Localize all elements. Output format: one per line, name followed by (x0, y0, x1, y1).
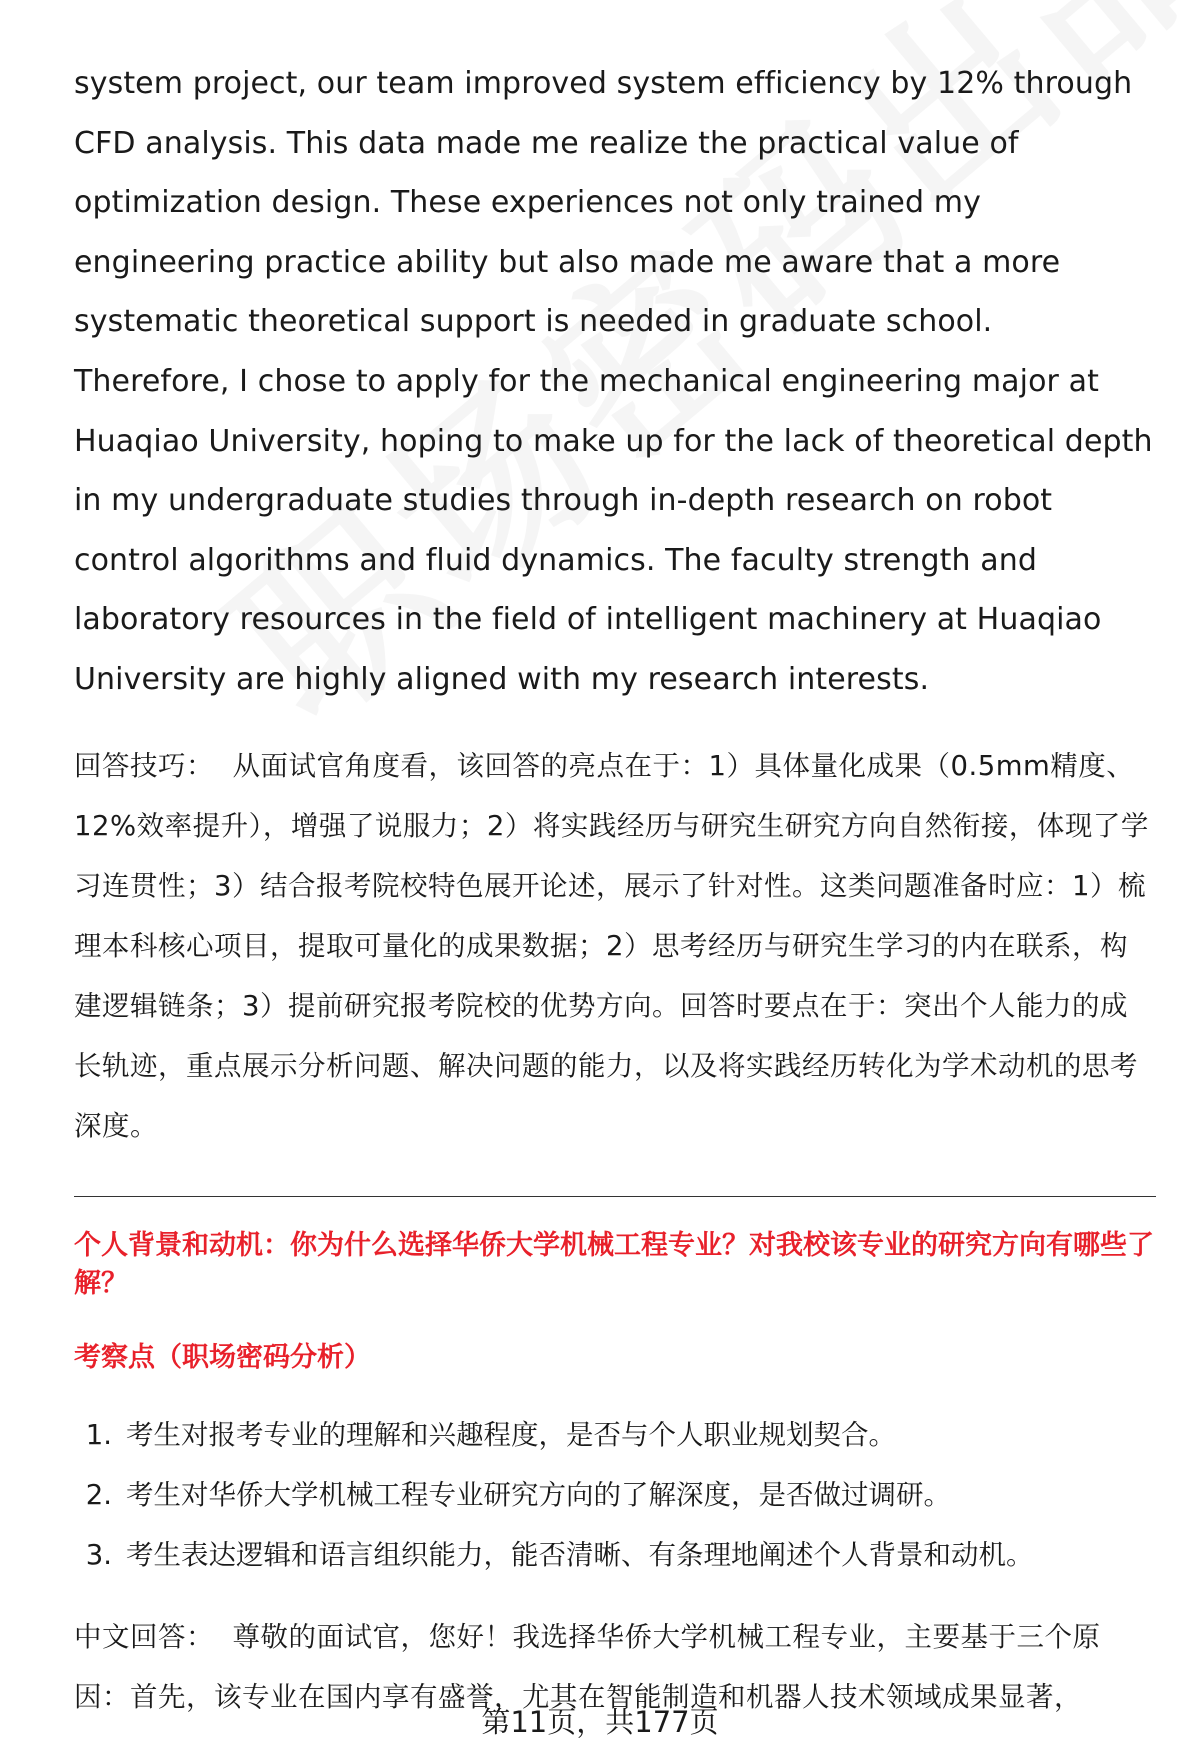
list-item-text: 考生对报考专业的理解和兴趣程度，是否与个人职业规划契合。 (126, 1418, 896, 1451)
list-item-number: 2. (85, 1478, 112, 1511)
chinese-answer-text: 尊敬的面试官，您好！我选择华侨大学机械工程专业，主要基于三个原因：首先，该专业在国内享有盛誉，尤其在智能制造和机器人技术领域成果显著， (74, 1620, 1101, 1713)
section-divider (74, 1196, 1156, 1197)
answer-tips-label: 回答技巧： (74, 749, 214, 782)
list-item-text: 考生对华侨大学机械工程专业研究方向的了解深度，是否做过调研。 (126, 1478, 951, 1511)
list-item-number: 1. (85, 1418, 112, 1451)
page-footer: 第11页，共177页 (481, 1705, 719, 1739)
chinese-answer-label: 中文回答： (74, 1620, 214, 1653)
answer-tips-text: 从面试官角度看，该回答的亮点在于：1）具体量化成果（0.5mm精度、12%效率提升），增强了说服力；2）将实践经历与研究生研究方向自然衔接，体现了学习连贯性；3）结合报考院校特色展开论述，展示了针对性。这类问题准备时应：1）梳理本科核心项目，提取可量化的成果数据；2）思考经历与研究生学习的内在联系，构建逻辑链条；3）提前研究报考院校的优势方向。回答时要点在于：突出个人能力的成长轨迹，重点展示分析问题、解决问题的能力，以及将实践经历转化为学术动机的思考深度。 (74, 749, 1149, 1142)
document-body (74, 54, 1154, 1727)
english-answer-paragraph: system project, our team improved system efficiency by 12% through CFD analysis. This data made me realize the practical value of optimization design. These experiences not only trained my engineering practice ability but also made me aware that a more systematic theoretical support is needed in graduate school. Therefore, I chose to apply for the mechanical engineering major at Huaqiao University, hoping to make up for the lack of theoretical depth in my undergraduate studies through in-depth research on robot control algorithms and fluid dynamics. The faculty strength and laboratory resources in the field of intelligent machinery at Huaqiao University are highly aligned with my research interests. (74, 66, 1153, 697)
list-item-number: 3. (85, 1538, 112, 1571)
assessment-list (74, 1405, 1154, 1585)
list-item (74, 1405, 1154, 1465)
assessment-heading: 考察点（职场密码分析） (74, 1341, 371, 1373)
answer-tips-paragraph (74, 736, 1154, 1156)
list-item (74, 1525, 1154, 1585)
question-heading: 个人背景和动机：你为什么选择华侨大学机械工程专业？对我校该专业的研究方向有哪些了解？ (74, 1229, 1154, 1299)
list-item-text: 考生表达逻辑和语言组织能力，能否清晰、有条理地阐述个人背景和动机。 (126, 1538, 1034, 1571)
list-item (74, 1465, 1154, 1525)
